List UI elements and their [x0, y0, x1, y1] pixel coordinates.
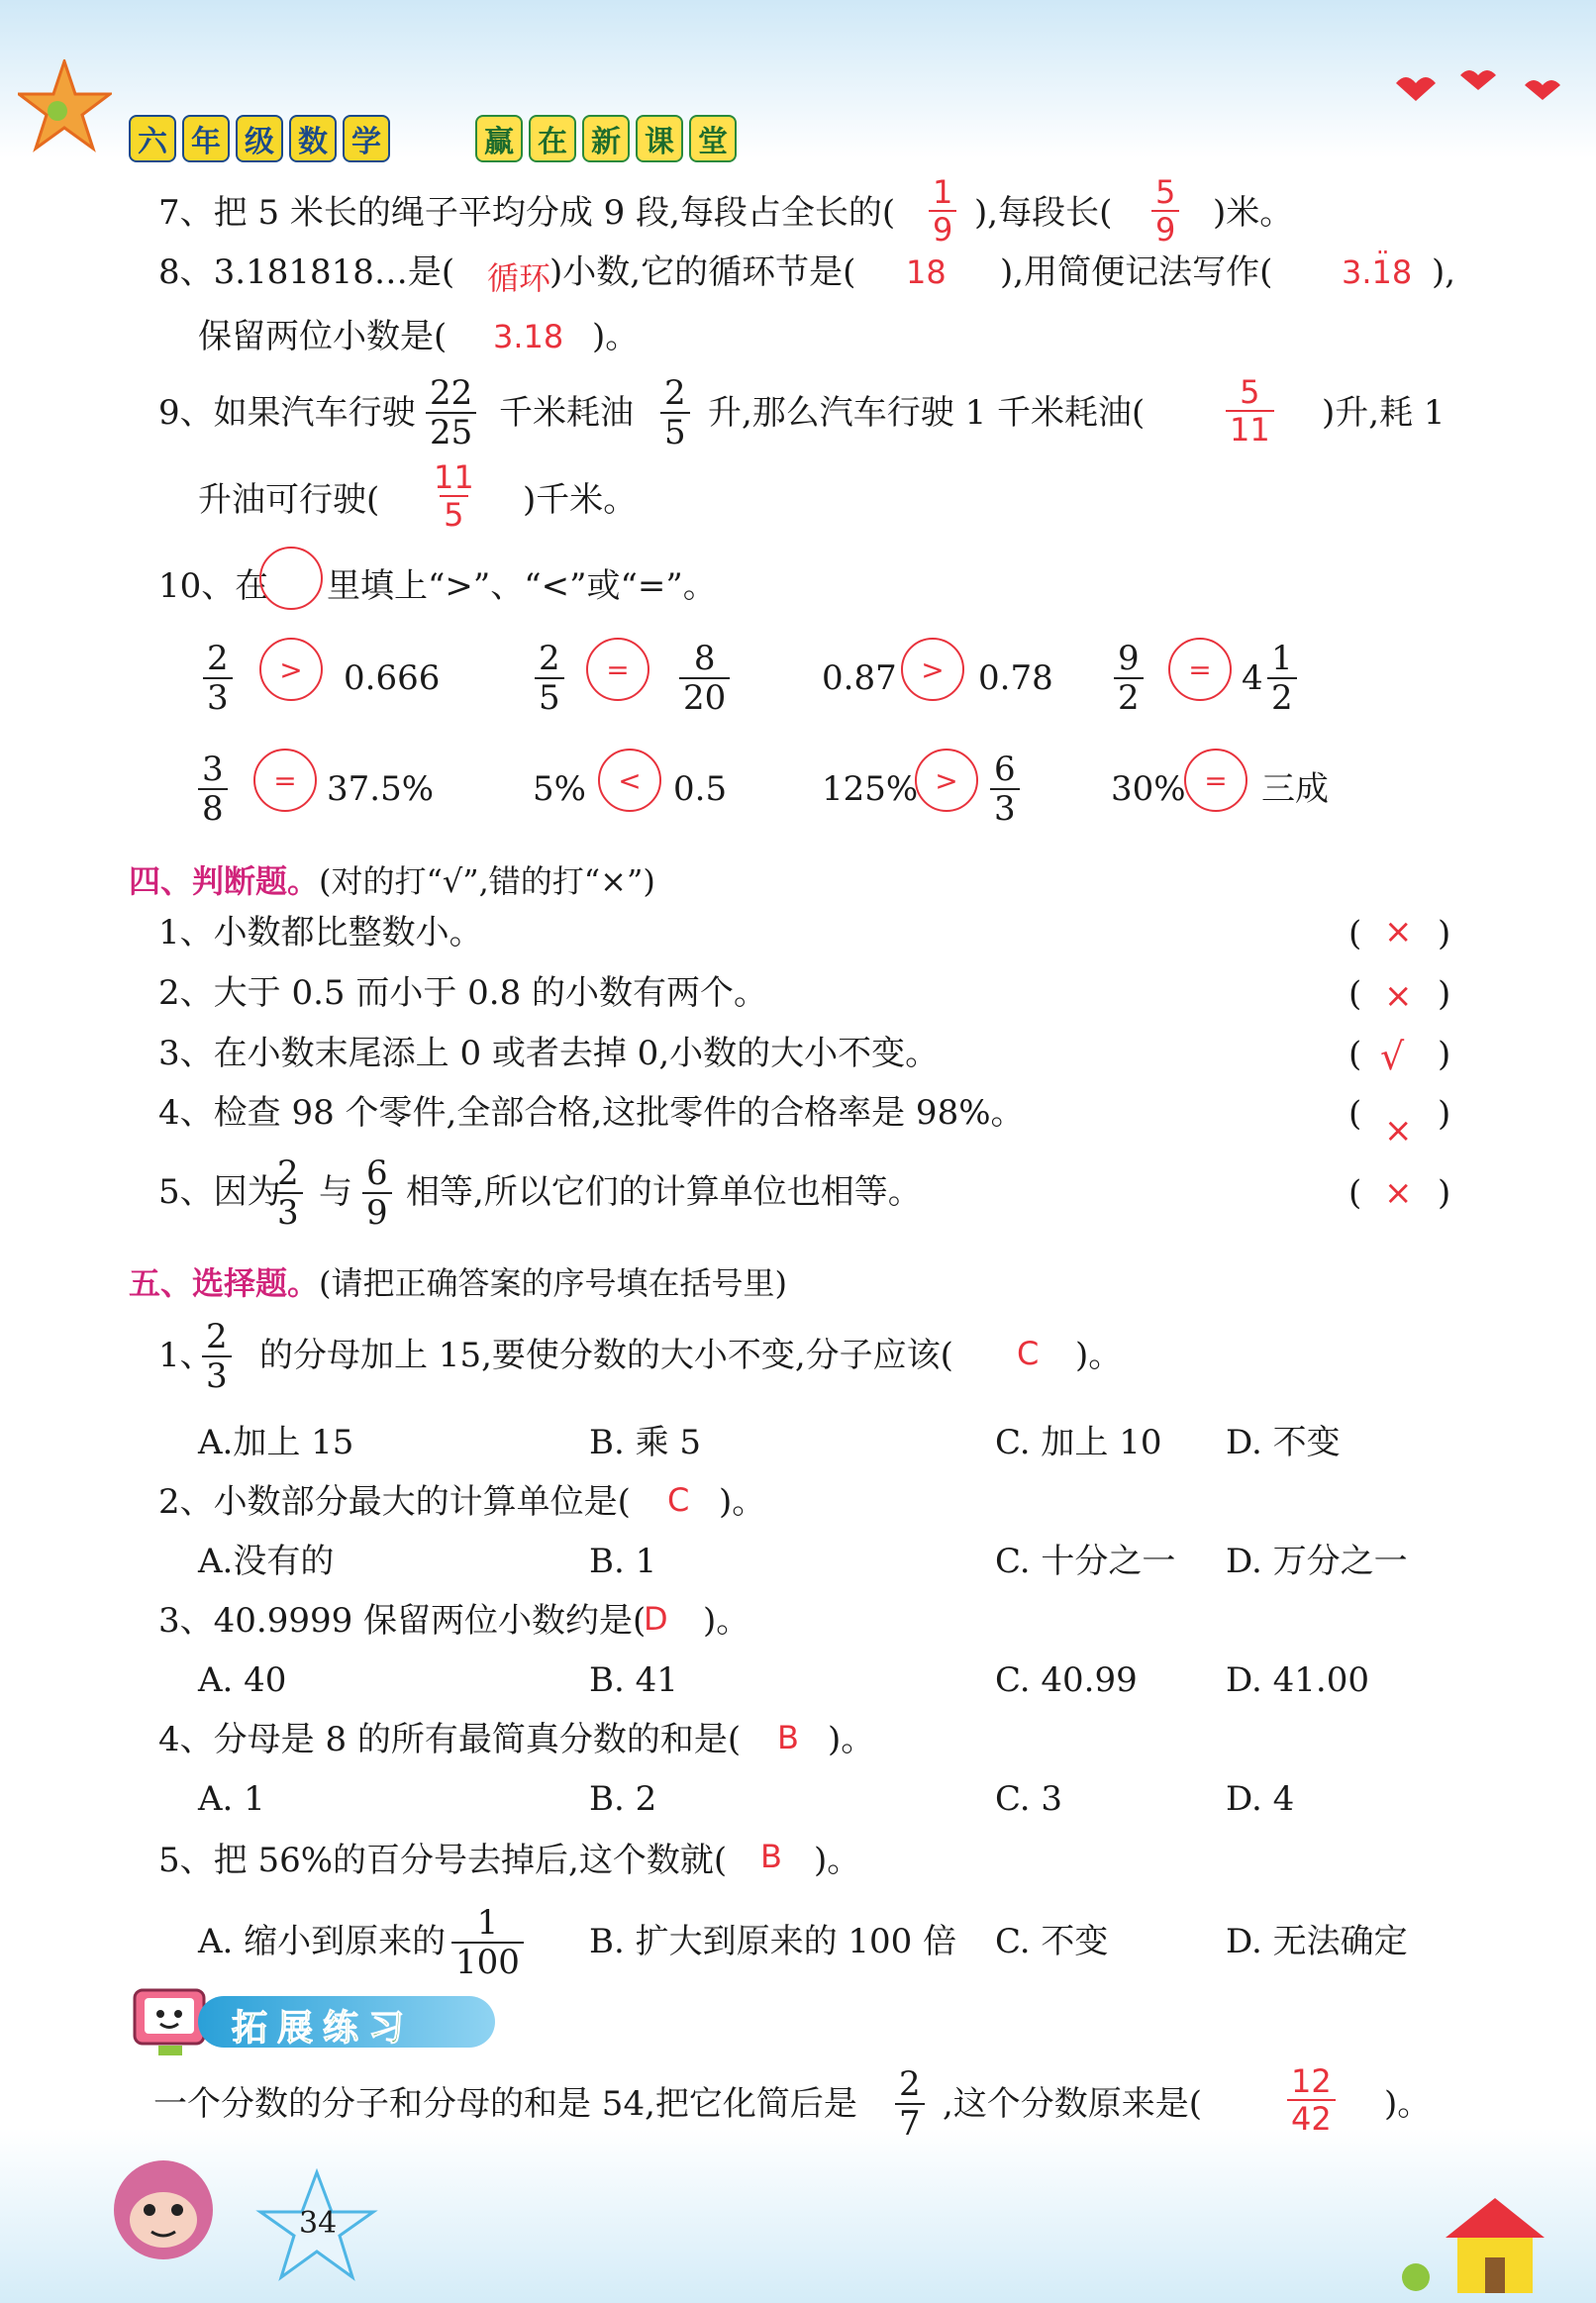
option-c: C. 3: [995, 1779, 1063, 1819]
q9-text-f: )千米。: [523, 480, 638, 520]
choice-answer: B: [760, 1838, 782, 1875]
q8-text-d: ),: [1432, 252, 1456, 292]
compare-right-fraction: [679, 639, 730, 718]
judge-paren-right: ): [1438, 974, 1451, 1014]
numerator: 6: [366, 1153, 388, 1193]
compare-left-fraction: [1114, 639, 1144, 718]
q8-text-e: 保留两位小数是(: [198, 317, 448, 356]
compare-answer-circle: =: [586, 638, 649, 701]
choice-q1-fraction: [202, 1317, 232, 1396]
brand-char: 堂: [689, 115, 737, 162]
page-number: 34: [299, 2206, 338, 2241]
choice-q5-c: )。: [814, 1841, 861, 1880]
compare-right-value: 0.666: [344, 658, 441, 698]
title-char: 年: [182, 115, 230, 162]
choice-answer: C: [667, 1481, 690, 1519]
numerator: 6: [994, 750, 1016, 789]
choice-answer: D: [644, 1600, 668, 1638]
compare-left-value: 5%: [533, 769, 586, 809]
compare-answer-circle: =: [1184, 749, 1247, 812]
option-b: B. 2: [589, 1779, 657, 1819]
option-d: D. 41.00: [1226, 1660, 1369, 1700]
book-title: [129, 115, 390, 162]
brand-title: [475, 115, 737, 162]
extension-fraction: [895, 2064, 925, 2144]
compare-right-value: 0.78: [978, 658, 1053, 698]
numerator: 22: [430, 373, 473, 413]
section-title: 五、选择题。: [129, 1264, 320, 1302]
title-char: 数: [289, 115, 337, 162]
numerator: 2: [206, 1317, 228, 1356]
numerator: 1: [933, 173, 953, 211]
compare-left-fraction: [198, 752, 228, 827]
compare-right-value: 0.5: [673, 769, 728, 809]
denominator: 3: [203, 677, 233, 717]
q9-text-b: 千米耗油: [499, 393, 634, 433]
extension-text-a: 一个分数的分子和分母的和是 54,把它化简后是: [153, 2084, 857, 2124]
compare-right-whole: 4: [1242, 658, 1263, 698]
judge-paren-right: ): [1438, 1094, 1451, 1134]
choice-q4-a: 4、分母是 8 的所有最简真分数的和是(: [158, 1720, 742, 1759]
q7-text-c: )米。: [1213, 193, 1294, 233]
judge-item-2: 2、大于 0.5 而小于 0.8 的小数有两个。: [158, 973, 768, 1013]
denominator: 3: [273, 1192, 303, 1232]
judge-answer: ×: [1384, 1111, 1413, 1151]
q7-answer-fraction-1: [929, 173, 956, 249]
judge-item-5-c: 相等,所以它们的计算单位也相等。: [406, 1172, 922, 1212]
title-char: 级: [236, 115, 283, 162]
option-d: D. 万分之一: [1226, 1542, 1408, 1581]
choice-q3-c: )。: [703, 1601, 750, 1641]
compare-right-value: 37.5%: [327, 769, 435, 809]
denominator: 9: [929, 210, 956, 248]
compare-answer-circle: >: [915, 749, 978, 812]
choice-q3-a: 3、40.9999 保留两位小数约是(: [158, 1601, 647, 1641]
choice-answer: B: [777, 1719, 799, 1756]
judge-item-3: 3、在小数末尾添上 0 或者去掉 0,小数的大小不变。: [158, 1034, 940, 1073]
option-b: B. 乘 5: [589, 1423, 702, 1462]
denominator: 5: [535, 677, 564, 717]
q8-answer-rounded: 3.18: [493, 318, 564, 355]
denominator: 3: [202, 1355, 232, 1395]
judge-paren-right: ): [1438, 1035, 1451, 1074]
compare-answer-circle: =: [253, 749, 317, 812]
judge-paren-left: (: [1348, 914, 1362, 953]
denominator: 42: [1287, 2099, 1336, 2137]
brand-char: 新: [582, 115, 630, 162]
option-a: A. 缩小到原来的: [198, 1922, 447, 1961]
extension-answer-fraction: [1287, 2062, 1336, 2138]
judge-item-4: 4、检查 98 个零件,全部合格,这批零件的合格率是 98%。: [158, 1093, 1025, 1133]
judge-paren-right: ): [1438, 914, 1451, 953]
option-c: C. 40.99: [995, 1660, 1138, 1700]
numerator: 12: [1291, 2062, 1332, 2100]
judge-fraction-2: [362, 1153, 392, 1233]
compare-left-fraction: [535, 639, 564, 718]
numerator: 2: [664, 373, 686, 413]
hearts-decoration-icon: [1386, 65, 1574, 105]
judge-paren-left: (: [1348, 1094, 1362, 1134]
monkey-mascot-icon: [94, 2149, 233, 2267]
judge-fraction-1: [273, 1153, 303, 1233]
q9-text-e: 升油可行驶(: [198, 480, 380, 520]
brand-char: 在: [529, 115, 576, 162]
judge-paren-left: (: [1348, 1173, 1362, 1213]
q8-answer-type: 循环: [487, 259, 551, 297]
denominator: 11: [1226, 410, 1274, 448]
compare-left-value: 30%: [1111, 769, 1186, 809]
numerator: 2: [277, 1153, 299, 1193]
option-c: C. 不变: [995, 1922, 1109, 1961]
judge-item-5-b: 与: [319, 1172, 352, 1212]
choice-answer: C: [1017, 1335, 1040, 1372]
compare-answer-circle: >: [901, 638, 964, 701]
denominator: 5: [660, 412, 690, 451]
footer-background: [0, 2129, 1596, 2303]
q8-text-b: )小数,它的循环节是(: [549, 252, 856, 292]
numerator: 2: [539, 639, 560, 678]
empty-circle-icon: [259, 547, 323, 610]
title-char: 六: [129, 115, 176, 162]
judge-paren-left: (: [1348, 974, 1362, 1014]
denominator: 2: [1114, 677, 1144, 717]
numerator: 1: [1271, 639, 1293, 678]
denominator: 100: [451, 1942, 524, 1981]
numerator: 1: [476, 1903, 499, 1943]
compare-left-value: 125%: [822, 769, 919, 809]
compare-right-value: 三成: [1261, 769, 1329, 809]
option-c: C. 十分之一: [995, 1542, 1176, 1581]
brand-char: 赢: [475, 115, 523, 162]
judge-paren-left: (: [1348, 1035, 1362, 1074]
option-d: D. 4: [1226, 1779, 1295, 1819]
compare-right-fraction: [990, 752, 1020, 827]
choice-q1-c: )。: [1075, 1336, 1123, 1375]
numerator: 5: [1240, 373, 1260, 411]
judge-item-1: 1、小数都比整数小。: [158, 913, 483, 952]
numerator: 11: [434, 458, 474, 496]
q8-repeating-dots: ..: [1376, 232, 1388, 259]
q9-fraction-distance: [426, 373, 476, 452]
judge-answer: √: [1380, 1035, 1405, 1078]
q8-text-a: 8、3.181818…是(: [158, 252, 455, 292]
judge-answer: ×: [1384, 1173, 1413, 1213]
section-5-heading: [129, 1258, 787, 1304]
option-b: B. 41: [589, 1660, 678, 1700]
extension-text-c: )。: [1384, 2084, 1432, 2124]
q9-answer-fraction-2: [430, 458, 478, 534]
choice-q2-c: )。: [719, 1482, 766, 1522]
denominator: 25: [426, 412, 476, 451]
denominator: 3: [990, 788, 1020, 828]
brand-char: 课: [636, 115, 683, 162]
numerator: 9: [1118, 639, 1140, 678]
title-char: 学: [343, 115, 390, 162]
choice-q4-c: )。: [828, 1720, 875, 1759]
judge-answer: ×: [1384, 976, 1413, 1016]
option-a-fraction: [451, 1903, 524, 1982]
compare-left-value: 0.87: [822, 658, 897, 698]
option-a: A. 40: [198, 1660, 287, 1700]
judge-paren-right: ): [1438, 1173, 1451, 1213]
option-a: A.没有的: [198, 1542, 335, 1581]
judge-item-5-a: 5、因为: [158, 1172, 281, 1212]
denominator: 8: [198, 788, 228, 828]
denominator: 5: [440, 495, 467, 533]
house-decoration-icon: [1386, 2178, 1584, 2297]
option-a: A.加上 15: [198, 1423, 354, 1462]
denominator: 7: [895, 2103, 925, 2143]
q9-answer-fraction-1: [1226, 373, 1274, 449]
option-a: A. 1: [198, 1779, 265, 1819]
star-logo-icon: [18, 59, 112, 153]
denominator: 9: [1151, 210, 1179, 248]
extension-text-b: ,这个分数原来是(: [943, 2084, 1203, 2124]
q9-fraction-fuel: [660, 373, 690, 452]
choice-q5-a: 5、把 56%的百分号去掉后,这个数就(: [158, 1841, 728, 1880]
denominator: 9: [362, 1192, 392, 1232]
option-b: B. 扩大到原来的 100 倍: [589, 1922, 957, 1961]
option-c: C. 加上 10: [995, 1423, 1162, 1462]
q10-text-a: 10、在: [158, 566, 269, 606]
denominator: 2: [1267, 677, 1297, 717]
q8-answer-notation: 3.18: [1342, 253, 1413, 291]
section-note: (请把正确答案的序号填在括号里): [319, 1264, 787, 1302]
q9-text-d: )升,耗 1: [1322, 393, 1446, 433]
numerator: 2: [207, 639, 229, 678]
choice-q1-b: 的分母加上 15,要使分数的大小不变,分子应该(: [259, 1336, 953, 1375]
q10-text-b: 里填上“>”、“<”或“=”。: [327, 566, 717, 606]
numerator: 3: [202, 750, 224, 789]
option-b: B. 1: [589, 1542, 657, 1581]
option-d: D. 无法确定: [1226, 1922, 1408, 1961]
numerator: 8: [693, 639, 716, 678]
numerator: 2: [899, 2064, 921, 2104]
q8-text-f: )。: [592, 317, 640, 356]
extension-title: 拓展练习: [232, 2008, 415, 2049]
compare-right-fraction: [1267, 639, 1297, 718]
judge-answer: ×: [1384, 912, 1413, 951]
q9-text-a: 9、如果汽车行驶: [158, 393, 416, 433]
section-4-heading: [129, 856, 655, 902]
denominator: 20: [679, 677, 730, 717]
section-note: (对的打“√”,错的打“×”): [319, 862, 655, 900]
q8-answer-repetend: 18: [906, 253, 947, 291]
section-title: 四、判断题。: [129, 862, 320, 900]
numerator: 5: [1155, 173, 1176, 211]
q9-text-c: 升,那么汽车行驶 1 千米耗油(: [708, 393, 1146, 433]
compare-left-fraction: [203, 639, 233, 718]
compare-answer-circle: <: [598, 749, 661, 812]
option-d: D. 不变: [1226, 1423, 1341, 1462]
q7-answer-fraction-2: [1151, 173, 1179, 249]
compare-answer-circle: >: [259, 638, 323, 701]
q7-text-a: 7、把 5 米长的绳子平均分成 9 段,每段占全长的(: [158, 193, 896, 233]
q8-text-c: ),用简便记法写作(: [1000, 252, 1273, 292]
choice-q2-a: 2、小数部分最大的计算单位是(: [158, 1482, 631, 1522]
choice-q1-a: 1、: [158, 1336, 214, 1375]
compare-answer-circle: =: [1168, 638, 1232, 701]
q7-text-b: ),每段长(: [974, 193, 1113, 233]
